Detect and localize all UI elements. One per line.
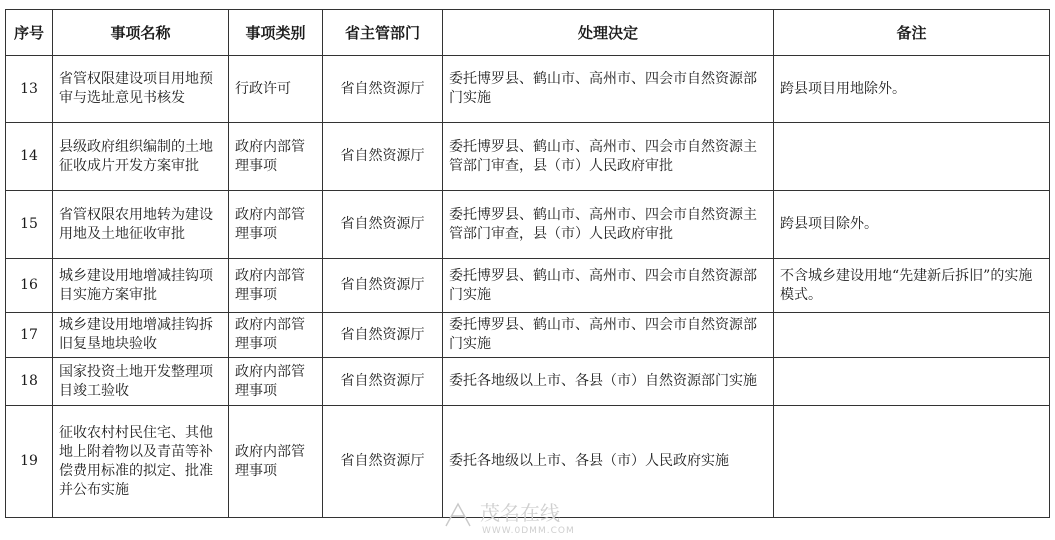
watermark-brand: 茂名在线 <box>480 501 560 525</box>
table-row <box>6 56 1050 123</box>
row-no: 19 <box>6 406 53 518</box>
row-note: 跨县项目除外。 <box>774 191 1050 259</box>
table-row <box>6 259 1050 313</box>
header-dept: 省主管部门 <box>323 10 443 56</box>
row-note <box>774 313 1050 358</box>
header-note: 备注 <box>774 10 1050 56</box>
watermark-logo-icon <box>446 504 470 526</box>
table-row <box>6 191 1050 259</box>
row-dept: 省自然资源厅 <box>323 358 443 406</box>
row-note <box>774 406 1050 518</box>
row-name: 城乡建设用地增减挂钩项目实施方案审批 <box>53 259 229 313</box>
row-no: 13 <box>6 56 53 123</box>
row-note <box>774 358 1050 406</box>
row-dept: 省自然资源厅 <box>323 259 443 313</box>
row-type: 政府内部管理事项 <box>229 259 323 313</box>
header-decision: 处理决定 <box>443 10 774 56</box>
row-name: 县级政府组织编制的土地征收成片开发方案审批 <box>53 123 229 191</box>
row-dept: 省自然资源厅 <box>323 406 443 518</box>
row-no: 15 <box>6 191 53 259</box>
matters-table <box>5 9 1050 518</box>
row-note: 不含城乡建设用地“先建新后拆旧”的实施模式。 <box>774 259 1050 313</box>
site-watermark <box>428 496 638 536</box>
header-no: 序号 <box>6 10 53 56</box>
row-type: 行政许可 <box>229 56 323 123</box>
row-type: 政府内部管理事项 <box>229 123 323 191</box>
watermark-url: WWW.0DMM.COM <box>482 526 575 536</box>
row-name: 省管权限建设项目用地预审与选址意见书核发 <box>53 56 229 123</box>
row-type: 政府内部管理事项 <box>229 313 323 358</box>
header-type: 事项类别 <box>229 10 323 56</box>
row-dept: 省自然资源厅 <box>323 313 443 358</box>
table-row <box>6 313 1050 358</box>
row-dept: 省自然资源厅 <box>323 56 443 123</box>
row-decision: 委托博罗县、鹤山市、高州市、四会市自然资源部门实施 <box>443 56 774 123</box>
table-row <box>6 123 1050 191</box>
row-decision: 委托博罗县、鹤山市、高州市、四会市自然资源主管部门审查，县（市）人民政府审批 <box>443 191 774 259</box>
row-decision: 委托博罗县、鹤山市、高州市、四会市自然资源主管部门审查，县（市）人民政府审批 <box>443 123 774 191</box>
header-name: 事项名称 <box>53 10 229 56</box>
row-dept: 省自然资源厅 <box>323 123 443 191</box>
row-name: 城乡建设用地增减挂钩拆旧复垦地块验收 <box>53 313 229 358</box>
row-decision: 委托各地级以上市、各县（市）自然资源部门实施 <box>443 358 774 406</box>
row-type: 政府内部管理事项 <box>229 406 323 518</box>
row-no: 17 <box>6 313 53 358</box>
row-type: 政府内部管理事项 <box>229 358 323 406</box>
row-decision: 委托各地级以上市、各县（市）人民政府实施 <box>443 406 774 518</box>
row-no: 16 <box>6 259 53 313</box>
row-type: 政府内部管理事项 <box>229 191 323 259</box>
row-decision: 委托博罗县、鹤山市、高州市、四会市自然资源部门实施 <box>443 313 774 358</box>
row-note: 跨县项目用地除外。 <box>774 56 1050 123</box>
row-no: 14 <box>6 123 53 191</box>
row-decision: 委托博罗县、鹤山市、高州市、四会市自然资源部门实施 <box>443 259 774 313</box>
row-dept: 省自然资源厅 <box>323 191 443 259</box>
row-no: 18 <box>6 358 53 406</box>
row-name: 省管权限农用地转为建设用地及土地征收审批 <box>53 191 229 259</box>
row-name: 征收农村村民住宅、其他地上附着物以及青苗等补偿费用标准的拟定、批准并公布实施 <box>53 406 229 518</box>
watermark-graphic <box>428 496 638 536</box>
row-name: 国家投资土地开发整理项目竣工验收 <box>53 358 229 406</box>
row-note <box>774 123 1050 191</box>
table-row <box>6 358 1050 406</box>
header-row <box>6 10 1050 56</box>
